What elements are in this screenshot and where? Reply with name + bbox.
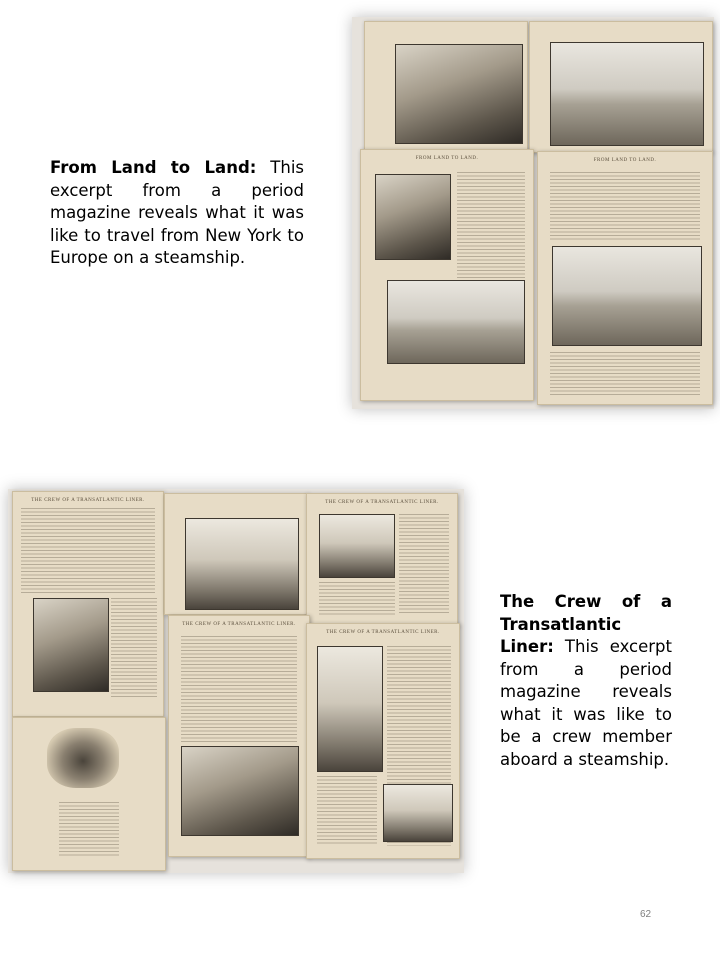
caption-body: This excerpt from a period magazine reveals what it was like to travel from New York to Europe on a steamship. <box>50 158 304 267</box>
magazine-page <box>364 21 528 153</box>
running-head: THE CREW OF A TRANSATLANTIC LINER. <box>182 622 296 627</box>
caption-title: The Crew of a Transatlantic Liner: <box>500 592 672 656</box>
magazine-page <box>12 491 164 717</box>
magazine-page <box>164 493 308 615</box>
magazine-page <box>360 149 534 401</box>
stewardesses-photo <box>383 784 453 842</box>
article-text <box>181 636 297 742</box>
article-text <box>319 582 395 616</box>
article-text <box>457 172 525 280</box>
article-text <box>550 352 700 396</box>
magazine-photo-crew-of-liner <box>8 489 464 873</box>
magazine-page <box>529 21 713 153</box>
running-head: THE CREW OF A TRANSATLANTIC LINER. <box>31 498 145 503</box>
running-head: FROM LAND TO LAND. <box>415 156 479 161</box>
ship-mast-photo <box>185 518 299 610</box>
caption-crew-of-transatlantic-liner <box>500 591 672 771</box>
magazine-page <box>306 493 458 627</box>
article-text <box>21 508 155 594</box>
officer-at-wheel-illustration <box>317 646 383 772</box>
magazine-page <box>168 615 310 857</box>
engine-room-illustration <box>47 728 119 788</box>
magazine-photo-from-land-to-land <box>352 17 714 409</box>
article-text <box>550 172 700 242</box>
caption-title: From Land to Land: <box>50 158 257 177</box>
article-text <box>111 598 157 698</box>
deck-passengers-photo <box>375 174 451 260</box>
lookout-crew-photo <box>33 598 109 692</box>
magazine-page <box>306 623 460 859</box>
promenade-deck-photo <box>552 246 702 346</box>
page-number: 62 <box>640 909 652 920</box>
pier-crowd-photo <box>395 44 523 144</box>
running-head: THE CREW OF A TRANSATLANTIC LINER. <box>326 630 440 635</box>
dining-saloon-photo <box>181 746 299 836</box>
caption-body: This excerpt from a period magazine reveals what it was like to be a crew member aboard a steamship. <box>500 637 672 769</box>
article-text <box>399 514 449 614</box>
couple-on-deck-photo <box>387 280 525 364</box>
magazine-page <box>12 717 166 871</box>
caption-from-land-to-land <box>50 157 304 270</box>
ship-departing-photo <box>550 42 704 146</box>
magazine-page <box>537 151 713 405</box>
article-text <box>317 776 377 846</box>
bridge-illustration <box>319 514 395 578</box>
poem-text <box>59 802 119 856</box>
running-head: THE CREW OF A TRANSATLANTIC LINER. <box>325 500 439 505</box>
running-head: FROM LAND TO LAND. <box>593 158 657 163</box>
